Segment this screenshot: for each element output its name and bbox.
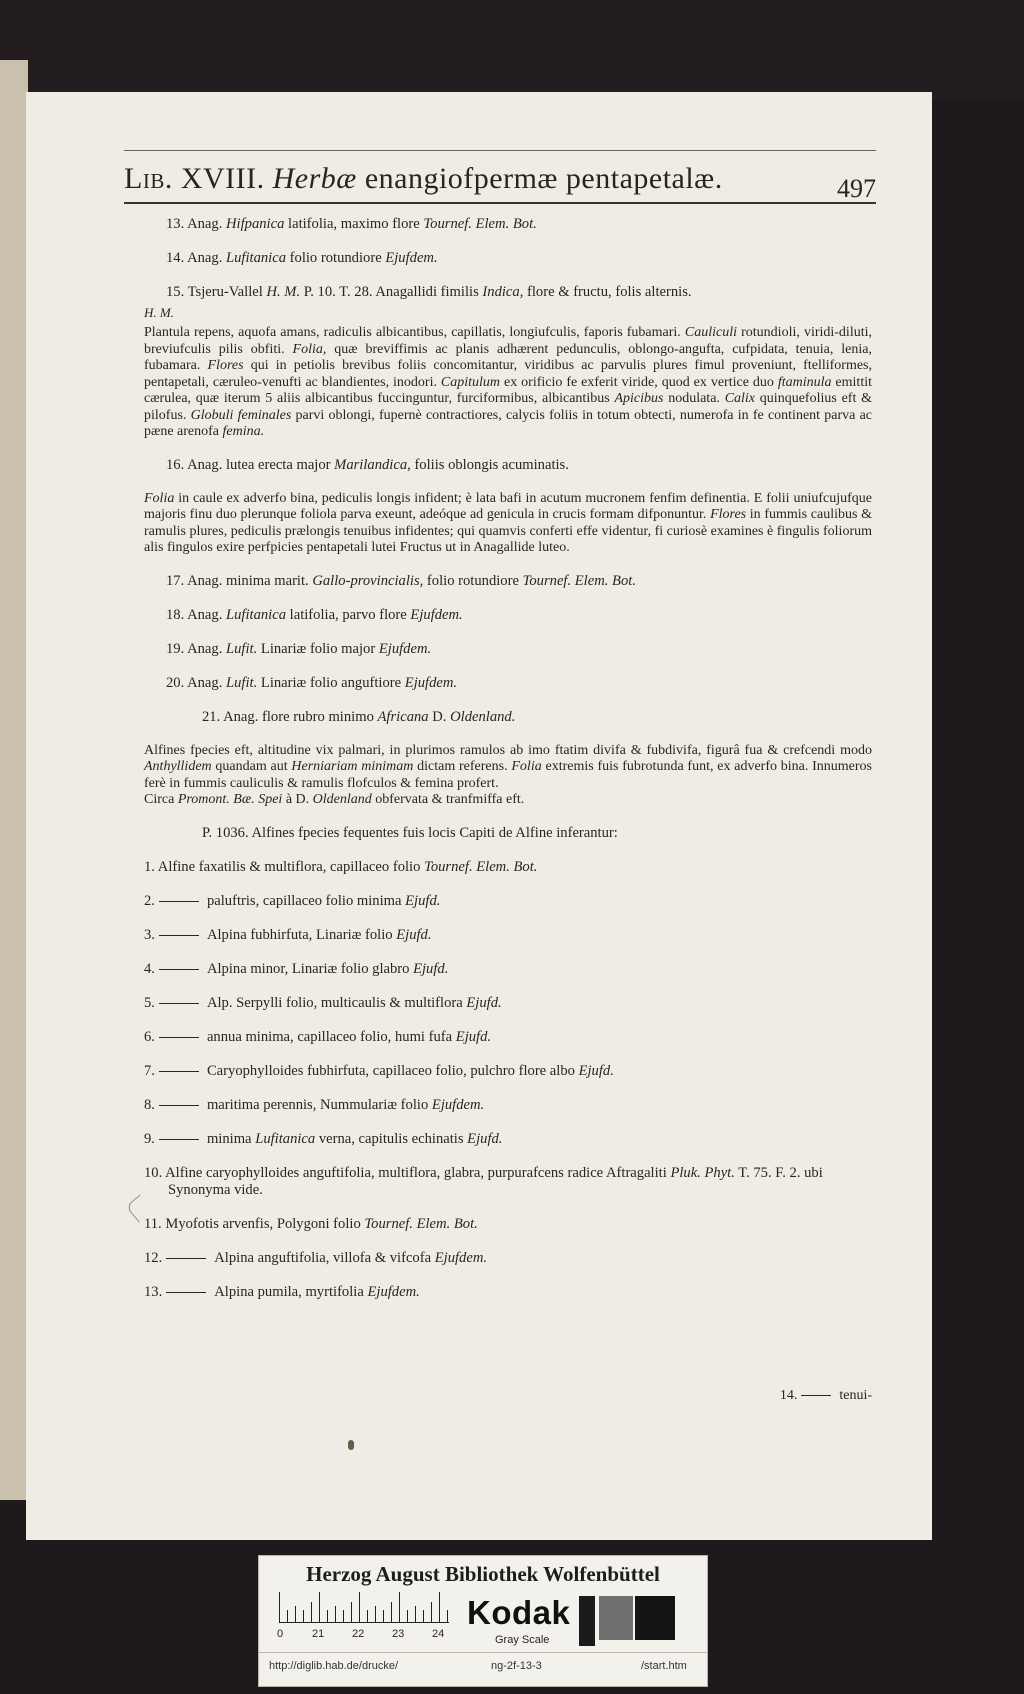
ditto-dash	[166, 1258, 206, 1259]
alsine-2: 2. paluftris, capillaceo folio minima Ejufd.	[144, 892, 441, 909]
gray-patch-dark	[579, 1596, 595, 1646]
digilib-url: http://diglib.hab.de/drucke/	[269, 1660, 399, 1672]
scan-background	[0, 0, 1024, 100]
entry-13: 13. Anag. Hifpanica latifolia, maximo flore Tournef. Elem. Bot.	[166, 216, 537, 232]
start-link: /start.htm	[641, 1660, 687, 1672]
book-number: XVIII.	[180, 162, 265, 195]
running-title	[124, 162, 723, 196]
facing-page-edge	[0, 60, 28, 1500]
alsine-11: 11. Myofotis arvenfis, Polygoni folio Tournef. Elem. Bot.	[144, 1215, 478, 1232]
entry-17: 17. Anag. minima marit. Gallo-provincialis, folio rotundiore Tournef. Elem. Bot.	[166, 572, 636, 589]
entry-18: 18. Anag. Lufitanica latifolia, parvo flore Ejufdem.	[166, 606, 463, 623]
alsine-9: 9. minima Lufitanica verna, capitulis echinatis Ejufd.	[144, 1130, 503, 1147]
ditto-dash	[159, 1003, 199, 1004]
ditto-dash	[159, 935, 199, 936]
note-hm: H. M.	[144, 305, 174, 320]
gray-scale-label: Gray Scale	[495, 1634, 550, 1646]
catchword: 14. tenui-	[779, 1388, 872, 1403]
entry-20: 20. Anag. Lufit. Linariæ folio anguftiore Ejufdem.	[166, 674, 458, 691]
alsine-13: 13. Alpina pumila, myrtifolia Ejufdem.	[144, 1283, 420, 1300]
gray-patch-mid	[599, 1596, 633, 1640]
running-header	[124, 156, 876, 204]
shelfmark: ng-2f-13-3	[491, 1660, 542, 1672]
entry-14: 14. Anag. Lufitanica folio rotundiore Ejufdem.	[166, 250, 438, 266]
alsine-12: 12. Alpina anguftifolia, villofa & vifcofa Ejufdem.	[144, 1249, 488, 1266]
alsine-1: 1. Alfine faxatilis & multiflora, capillaceo folio Tournef. Elem. Bot.	[144, 858, 538, 875]
description-15: Plantula repens, aquofa amans, radiculis albicantibus, capillatis, longiufculis, faporis fubamari. Cauliculi rotundioli, viridi-diluti, breviufculis pilis obfiti. Folia, quæ breviffimis ac planis adhærent pedunculis, oblongo-angufta, cufpidata, tenuia, lenia, fubamara. Flores qui in petiolis brevibus foliis concomitantur, viridibus ac parvulis plures fimul proveniunt, ftelliformes, pentapetali, cæruleo-venufti ac blandientes, inodori. Capitulum ex orificio fe exferit viride, quod ex vertice duo ftaminula emittit cærulea, quæ iterum 5 aliis albicantibus fuccinguntur, furciformibus, albicantibus Apicibus nodulata. Calix quinquefolius eft & pilofus. Globuli feminales parvi oblongi, fupernè contractiores, calycis foliis in totum obtecti, numerofa in fe continent parva ac pæne arenofa femina.	[144, 325, 873, 439]
page-number: 497	[837, 174, 876, 203]
title-italic: Herbæ	[272, 162, 357, 195]
alsine-5: 5. Alp. Serpylli folio, multicaulis & multiflora Ejufd.	[144, 994, 502, 1011]
ditto-dash	[159, 1071, 199, 1072]
alsine-6: 6. annua minima, capillaceo folio, humi fufa Ejufd.	[144, 1028, 492, 1045]
alsine-7: 7. Caryophylloides fubhirfuta, capillaceo folio, pulchro flore albo Ejufd.	[144, 1062, 614, 1079]
book-page	[26, 92, 932, 1540]
library-name: Herzog August Bibliothek Wolfenbüttel	[306, 1562, 660, 1586]
ditto-dash	[159, 1105, 199, 1106]
ditto-dash	[166, 1292, 206, 1293]
kodak-logo: Kodak	[467, 1594, 571, 1631]
description-21: Alfines fpecies eft, altitudine vix palmari, in plurimos ramulos ab imo ftatim divifa & fubdivifa, figurâ fua & crefcendi modo Anthyllidem quandam aut Herniariam minimam dictam referens. Folia extremis fuis fubrotunda funt, ex adverfo bina. Innumeros ferè in fummis cauliculis & ramulis flofculos & femina profert.	[144, 742, 872, 791]
ditto-dash	[159, 1139, 199, 1140]
section-p1036: P. 1036. Alfines fpecies fequentes fuis locis Capiti de Alfine inferantur:	[202, 824, 618, 841]
alsine-4: 4. Alpina minor, Linariæ folio glabro Ejufd.	[144, 960, 449, 977]
header-rule	[124, 150, 876, 151]
entry-15: 15. Tsjeru-Vallel H. M. P. 10. T. 28. Anagallidi fimilis Indica, flore & fructu, folis alternis.	[166, 284, 692, 300]
entry-16: 16. Anag. lutea erecta major Marilandica, foliis oblongis acuminatis.	[166, 456, 569, 473]
alsine-10: 10. Alfine caryophylloides anguftifolia, multiflora, glabra, purpurafcens radice Aftragaliti Pluk. Phyt. T. 75. F. 2. ubi Synonyma vide.	[144, 1164, 823, 1198]
ink-blot	[348, 1440, 354, 1450]
lib-label: Lib.	[124, 162, 173, 195]
ditto-dash	[159, 1037, 199, 1038]
description-16: Folia in caule ex adverfo bina, pediculis longis infident; è lata bafi in acutum mucronem fenfim definentia. E folii uniufcujufque majoris finu duo plerunque foliola parva exeunt, adeóque ad genicula in crucis formam difponuntur. Flores in fummis caulibus & ramulis plures, pediculis prælongis tenuibus infidentes; qui quamvis conferti effe videntur, fi curiosè examines è fingulis foliorum alis fingulos exire perfpicies pentapetali lutei Fructus ut in Anagallide luteo.	[144, 490, 873, 555]
entry-19: 19. Anag. Lufit. Linariæ folio major Ejufdem.	[166, 640, 432, 657]
gray-patch-black	[635, 1596, 675, 1640]
description-21-locality: Circa Promont. Bæ. Spei à D. Oldenland obfervata & tranfmiffa eft.	[144, 792, 525, 807]
alsine-3: 3. Alpina fubhirfuta, Linariæ folio Ejufd.	[144, 926, 432, 943]
kodak-color-target: Herzog August Bibliothek Wolfenbüttel 0 21 22 23 24 Kodak Gray Scale http://diglib.hab.de/drucke/ ng-2f-13-3 /start.htm	[258, 1555, 708, 1687]
title-rest: enangiofpermæ pentapetalæ.	[364, 162, 723, 195]
ruler-scale	[279, 1592, 449, 1623]
alsine-8: 8. maritima perennis, Nummulariæ folio Ejufdem.	[144, 1096, 485, 1113]
ditto-dash	[159, 901, 199, 902]
ditto-dash	[159, 969, 199, 970]
page-content	[144, 216, 872, 1318]
ditto-dash	[801, 1395, 831, 1396]
entry-21: 21. Anag. flore rubro minimo Africana D. Oldenland.	[202, 708, 516, 725]
footer-rule	[259, 1652, 707, 1653]
